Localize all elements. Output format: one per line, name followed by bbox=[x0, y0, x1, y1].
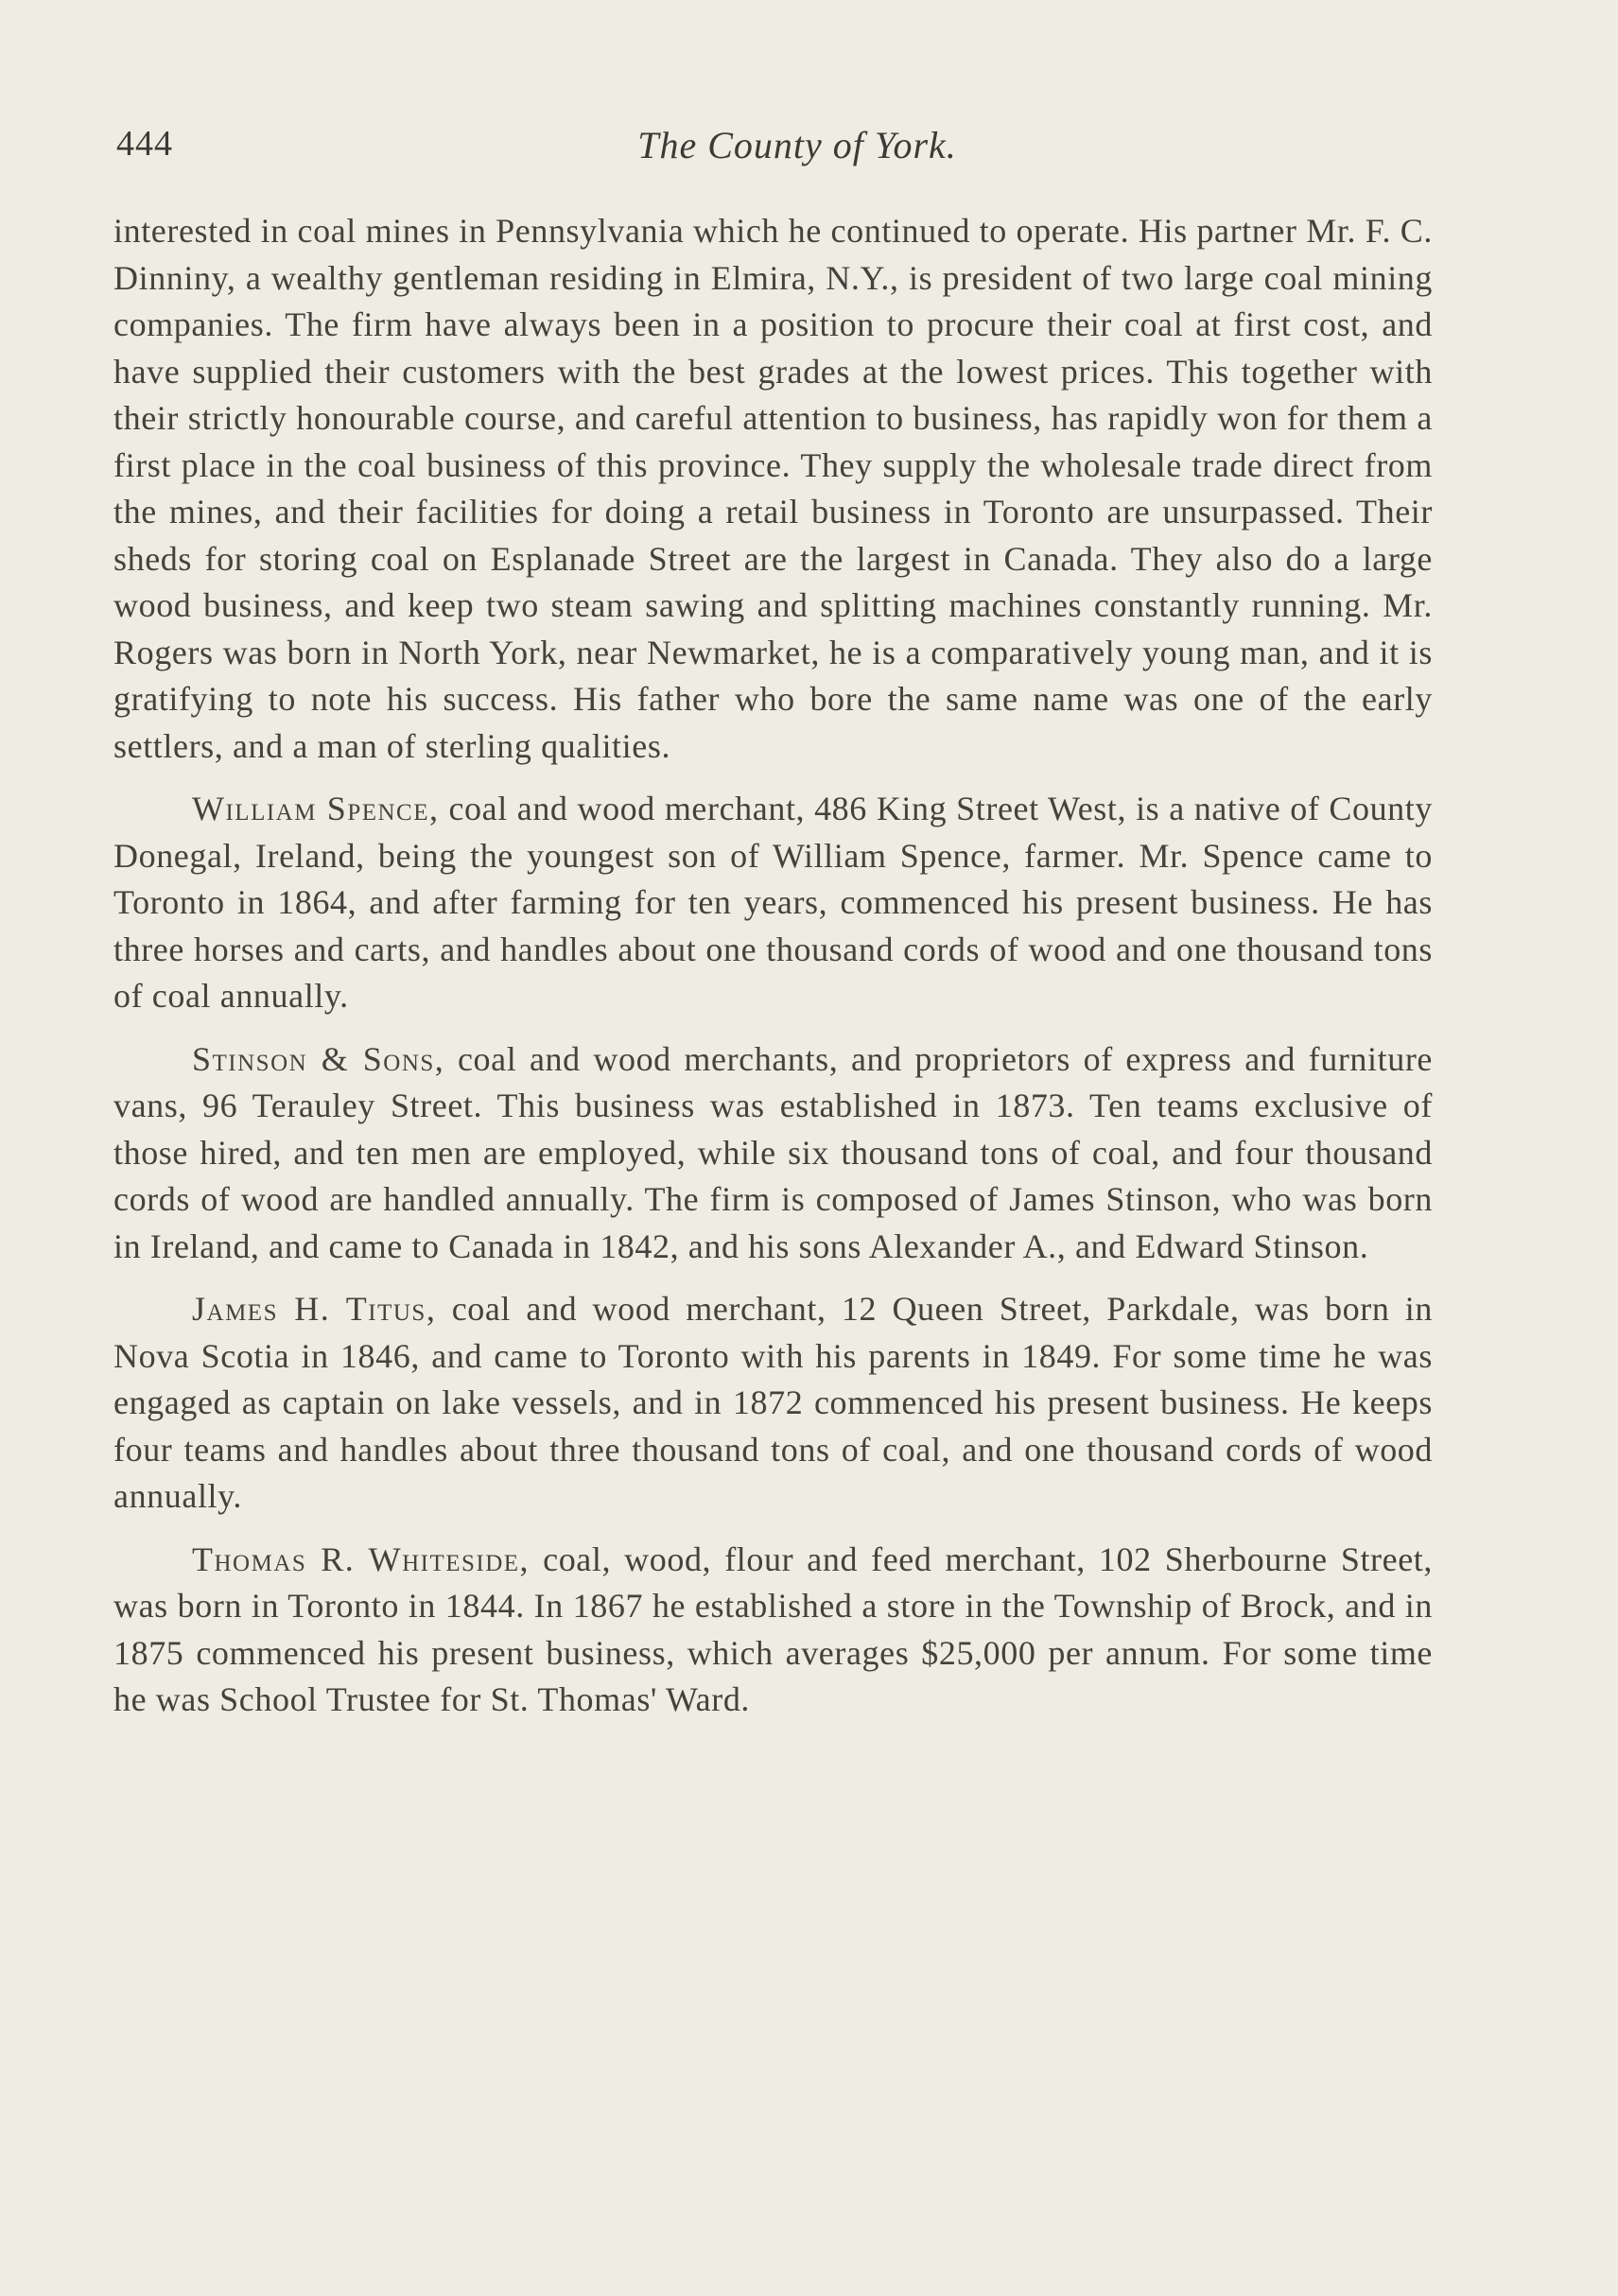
entry-name: William Spence, bbox=[192, 790, 440, 827]
entry-text: coal, wood, flour and feed merchant, 102 Sherbourne Street, was born in Toronto in 1844. In 1867 he established a store in the Township of Brock, and in 1875 commenced his present business, which averages $25,000 per annum. For some time he was School Trustee for St. Thomas' Ward. bbox=[113, 1539, 1433, 1718]
entry-william-spence bbox=[113, 786, 1433, 1020]
entry-name: James H. Titus, bbox=[192, 1290, 437, 1328]
entry-james-h-titus bbox=[113, 1286, 1433, 1521]
running-header bbox=[116, 123, 1421, 180]
entry-name: Thomas R. Whiteside, bbox=[192, 1539, 531, 1578]
entry-text: coal and wood merchant, 12 Queen Street, Parkdale, was born in Nova Scotia in 1846, and came to Toronto with his parents in 1849. For some time he was engaged as captain on lake vessels, and in 1872 commenced his present business. He keeps four teams and handles about three thousand tons of coal, and one thousand cords of wood annually. bbox=[113, 1290, 1433, 1515]
running-title: The County of York. bbox=[637, 124, 957, 166]
entry-thomas-r-whiteside bbox=[113, 1537, 1433, 1724]
entry-stinson-and-sons bbox=[113, 1036, 1433, 1271]
entry-text: coal and wood merchant, 486 King Street West, is a native of County Donegal, Ireland, being the youngest son of William Spence, farmer. Mr. Spence came to Toronto in 1864, and after farming for ten years, commenced his present business. He has three horses and carts, and handles about one thousand cords of wood and one thousand tons of coal annually. bbox=[113, 790, 1433, 1015]
entry-text: coal and wood merchants, and proprietors of express and furniture vans, 96 Terauley Street. This business was established in 1873. Ten teams exclusive of those hired, and ten men are employed, while six thousand tons of coal, and four thousand cords of wood are handled annually. The firm is composed of James Stinson, who was born in Ireland, and came to Canada in 1842, and his sons Alexander A., and Edward Stinson. bbox=[113, 1039, 1433, 1265]
continued-paragraph: interested in coal mines in Pennsylvania which he continued to operate. His partner Mr. F. C. Dinniny, a wealthy gentleman residing in Elmira, N.Y., is president of two large coal mining companies. The firm have always been in a position to procure their coal at first cost, and have supplied their customers with the best grades at the lowest prices. This together with their strictly honourable course, and careful attention to business, has rapidly won for them a first place in the coal business of this province. They supply the wholesale trade direct from the mines, and their facilities for doing a retail business in Toronto are unsurpassed. Their sheds for storing coal on Esplanade Street are the largest in Canada. They also do a large wood business, and keep two steam sawing and splitting machines constantly running. Mr. Rogers was born in North York, near Newmarket, he is a comparatively young man, and it is gratifying to note his success. His father who bore the same name was one of the early settlers, and a man of sterling qualities. bbox=[113, 212, 1433, 765]
body-text bbox=[113, 208, 1433, 1724]
page-number: 444 bbox=[116, 124, 173, 164]
entry-name: Stinson & Sons, bbox=[192, 1039, 445, 1078]
